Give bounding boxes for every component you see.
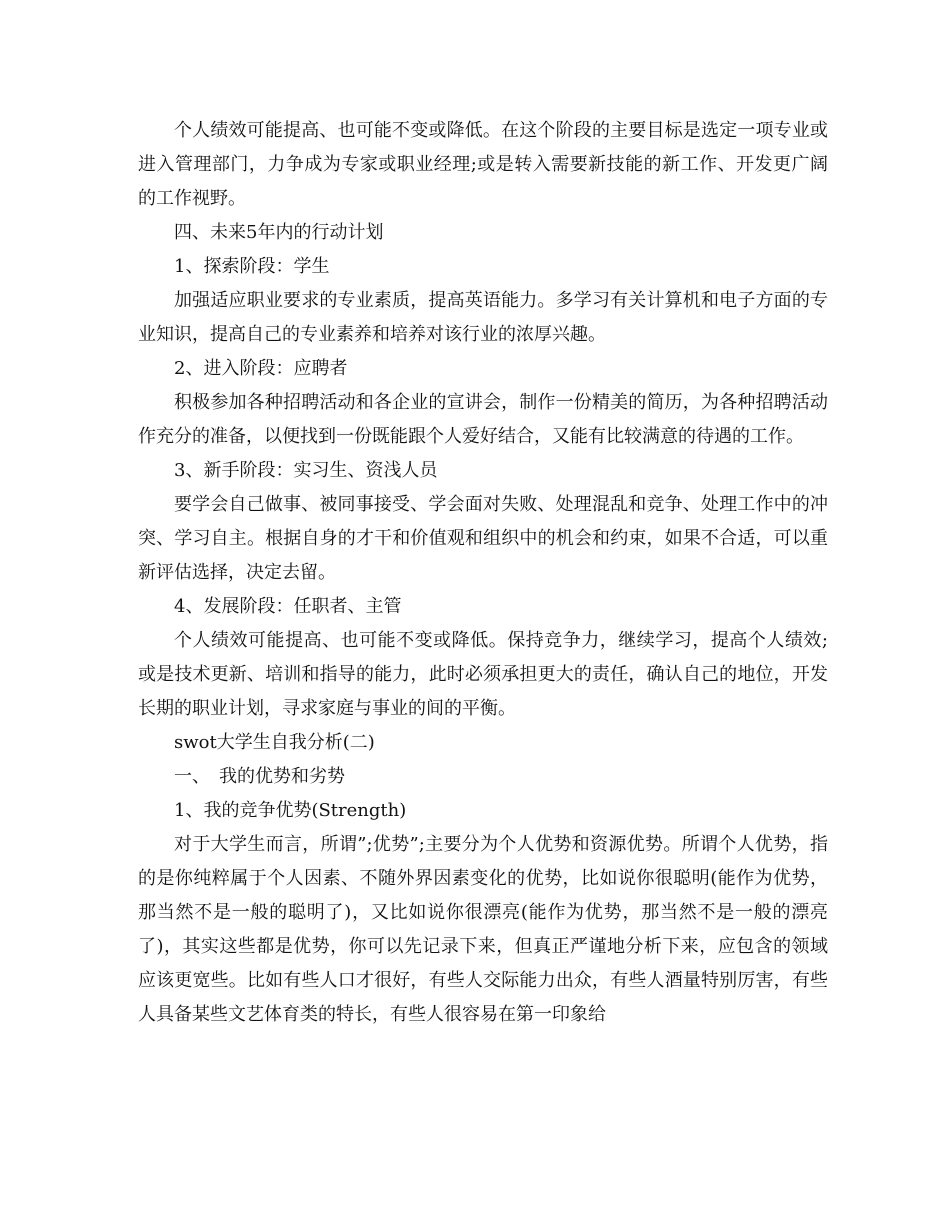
heading-competitive-strength: 1、我的竞争优势(Strength) bbox=[174, 800, 407, 821]
paragraph-novice-stage: 要学会自己做事、被同事接受、学会面对失败、处理混乱和竞争、处理工作中的冲突、学习自主。根据自身的才干和价值观和组织中的机会和约束，如果不合适，可以重新评估选择，决定去留。 bbox=[138, 494, 828, 583]
heading-development-stage: 4、发展阶段：任职者、主管 bbox=[174, 596, 402, 617]
paragraph-enter-stage: 积极参加各种招聘活动和各企业的宣讲会，制作一份精美的简历，为各种招聘活动作充分的准备，以便找到一份既能跟个人爱好结合，又能有比较满意的待遇的工作。 bbox=[138, 392, 828, 447]
paragraph-development-stage: 个人绩效可能提高、也可能不变或降低。保持竞争力，继续学习，提高个人绩效;或是技术更新、培训和指导的能力，此时必须承担更大的责任，确认自己的地位，开发长期的职业计划，寻求家庭与事业的间的平衡。 bbox=[138, 630, 828, 719]
document-body bbox=[138, 114, 828, 1032]
heading-explore-stage: 1、探索阶段：学生 bbox=[174, 256, 330, 277]
heading-novice-stage: 3、新手阶段：实习生、资浅人员 bbox=[174, 460, 438, 481]
paragraph-explore-stage: 加强适应职业要求的专业素质，提高英语能力。多学习有关计算机和电子方面的专业知识，提高自己的专业素养和培养对该行业的浓厚兴趣。 bbox=[138, 290, 828, 345]
heading-swot-analysis-2: swot大学生自我分析(二) bbox=[174, 732, 375, 753]
heading-enter-stage: 2、进入阶段：应聘者 bbox=[174, 358, 348, 379]
heading-strengths-weaknesses: 一、 我的优势和劣势 bbox=[174, 766, 345, 787]
paragraph-stage-goals: 个人绩效可能提高、也可能不变或降低。在这个阶段的主要目标是选定一项专业或进入管理部门，力争成为专家或职业经理;或是转入需要新技能的新工作、开发更广阔的工作视野。 bbox=[138, 120, 828, 209]
heading-five-year-plan: 四、未来5年内的行动计划 bbox=[174, 222, 384, 243]
paragraph-competitive-strength: 对于大学生而言，所谓”;优势”;主要分为个人优势和资源优势。所谓个人优势，指的是你纯粹属于个人因素、不随外界因素变化的优势，比如说你很聪明(能作为优势，那当然不是一般的聪明了)，又比如说你很漂亮(能作为优势，那当然不是一般的漂亮了)，其实这些都是优势，你可以先记录下来，但真正严谨地分析下来，应包含的领域应该更宽些。比如有些人口才很好，有些人交际能力出众，有些人酒量特别厉害，有些人具备某些文艺体育类的特长，有些人很容易在第一印象给 bbox=[138, 834, 828, 1025]
